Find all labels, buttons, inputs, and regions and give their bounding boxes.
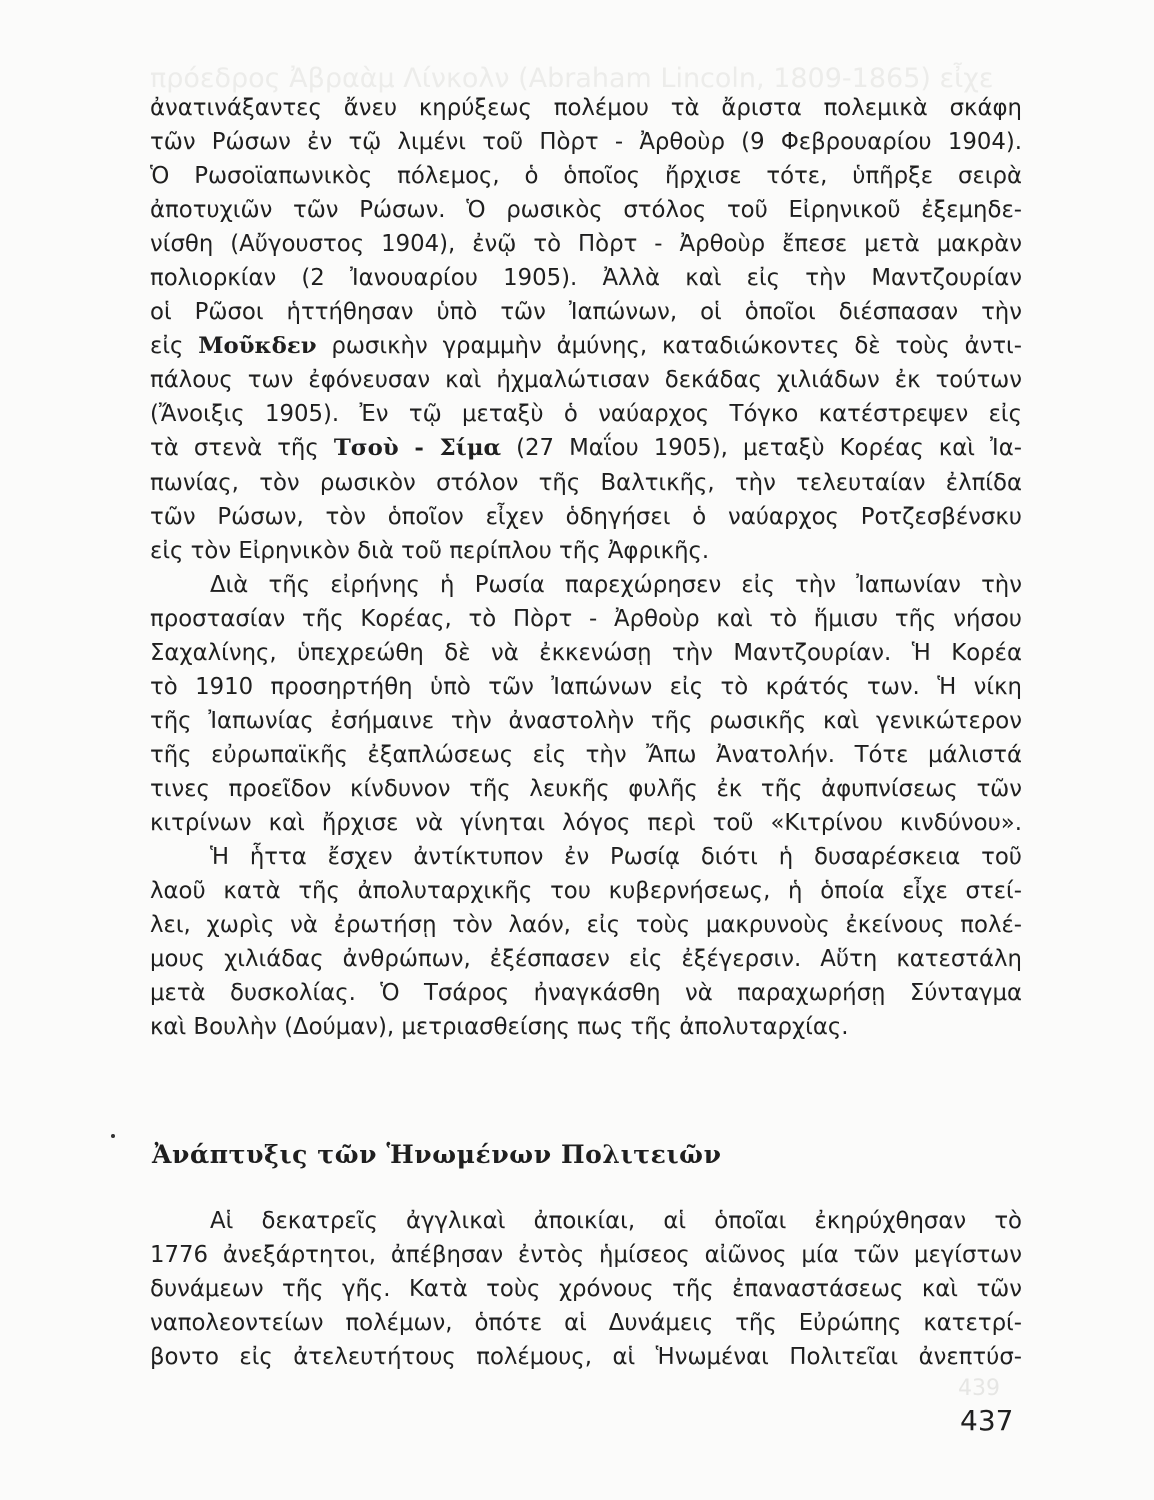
text-line: πάλους των ἐφόνευσαν καὶ ἠχμαλώτισαν δεκάδας χιλιάδων ἐκ τούτων [150,367,1022,394]
text-line: μετὰ δυσκολίας. Ὁ Τσάρος ἠναγκάσθη νὰ παραχωρήσῃ Σύνταγμα [150,980,1022,1007]
text-line: εἰς τὸν Εἰρηνικὸν διὰ τοῦ περίπλου τῆς Ἀφρικῆς. [150,537,710,564]
place-name-moukden: Μοῦκδεν [198,333,317,360]
bleed-through-page-number: 439 [958,1376,1000,1401]
text-fragment: ρωσικὴν γραμμὴν ἀμύνης, καταδιώκοντες δὲ τοὺς ἀντι- [316,333,1022,360]
text-line: προστασίαν τῆς Κορέας, τὸ Πὸρτ - Ἀρθοὺρ καὶ τὸ ἥμισυ τῆς νήσου [150,605,1022,632]
text-line: Ἡ ἧττα ἔσχεν ἀντίκτυπον ἐν Ρωσίᾳ διότι ἡ δυσαρέσκεια τοῦ [210,844,1022,871]
main-text-block [150,91,1022,1044]
bleed-through-text: πρόεδρος Ἀβραὰμ Λίνκολν (Abraham Lincoln, 1809-1865) εἶχε [150,63,994,94]
text-line: δυνάμεων τῆς γῆς. Κατὰ τοὺς χρόνους τῆς ἐπαναστάσεως καὶ τῶν [150,1276,1022,1303]
text-line: μους χιλιάδας ἀνθρώπων, ἐξέσπασεν εἰς ἐξέγερσιν. Αὕτη κατεστάλη [150,946,1022,973]
text-line: οἱ Ρῶσοι ἡττήθησαν ὑπὸ τῶν Ἰαπώνων, οἱ ὁποῖοι διέσπασαν τὴν [150,299,1022,326]
text-line: βοντο εἰς ἀτελευτήτους πολέμους, αἱ Ἡνωμέναι Πολιτεῖαι ἀνεπτύσ- [150,1344,1022,1371]
text-line: Ὁ Ρωσοϊαπωνικὸς πόλεμος, ὁ ὁποῖος ἤρχισε τότε, ὑπῆρξε σειρὰ [150,163,1022,190]
text-line: ἀνατινάξαντες ἄνευ κηρύξεως πολέμου τὰ ἄριστα πολεμικὰ σκάφη [150,95,1022,121]
margin-dot [111,1134,115,1138]
page-number: 437 [960,1404,1014,1437]
text-line: Σαχαλίνης, ὑπεχρεώθη δὲ νὰ ἐκκενώσῃ τὴν Μαντζουρίαν. Ἡ Κορέα [150,639,1022,666]
text-line: καὶ Βουλὴν (Δούμαν), μετριασθείσης πως τῆς ἀπολυταρχίας. [150,1014,849,1041]
text-line: 1776 ἀνεξάρτητοι, ἀπέβησαν ἐντὸς ἡμίσεος αἰῶνος μία τῶν μεγίστων [150,1242,1022,1269]
text-fragment: τὰ στενὰ τῆς [150,435,334,462]
text-line: λει, χωρὶς νὰ ἐρωτήσῃ τὸν λαόν, εἰς τοὺς μακρυνοὺς ἐκείνους πολέ- [150,912,1022,939]
text-line: λαοῦ κατὰ τῆς ἀπολυταρχικῆς του κυβερνήσεως, ἡ ὁποία εἶχε στεί- [150,878,1022,905]
place-name-tsushima: Τσοὺ - Σίμα [333,435,502,462]
text-line: τῆς εὐρωπαϊκῆς ἐξαπλώσεως εἰς τὴν Ἄπω Ἀνατολήν. Τότε μάλιστά [150,741,1022,768]
text-line: Αἱ δεκατρεῖς ἀγγλικαὶ ἀποικίαι, αἱ ὁποῖαι ἐκηρύχθησαν τὸ [210,1208,1022,1234]
text-line: τὸ 1910 προσηρτήθη ὑπὸ τῶν Ἰαπώνων εἰς τὸ κράτός των. Ἡ νίκη [150,673,1022,700]
section-text-block [150,1204,1022,1374]
text-fragment: εἰς [150,333,199,360]
text-line: τῶν Ρώσων ἐν τῷ λιμένι τοῦ Πὸρτ - Ἀρθοὺρ (9 Φεβρουαρίου 1904). [150,129,1022,156]
section-heading: Ἀνάπτυξις τῶν Ἡνωμένων Πολιτειῶν [152,1140,722,1169]
text-fragment: (27 Μαΐου 1905), μεταξὺ Κορέας καὶ Ἰα- [501,435,1022,462]
text-line: τινες προεῖδον κίνδυνον τῆς λευκῆς φυλῆς ἐκ τῆς ἀφυπνίσεως τῶν [150,775,1022,802]
text-line-with-place-name [150,431,1022,465]
text-line: Διὰ τῆς εἰρήνης ἡ Ρωσία παρεχώρησεν εἰς τὴν Ἰαπωνίαν τὴν [210,571,1022,598]
text-line: ἀποτυχιῶν τῶν Ρώσων. Ὁ ρωσικὸς στόλος τοῦ Εἰρηνικοῦ ἐξεμηδε- [150,197,1022,224]
text-line: πολιορκίαν (2 Ἰανουαρίου 1905). Ἀλλὰ καὶ εἰς τὴν Μαντζουρίαν [150,265,1022,292]
text-line: τῶν Ρώσων, τὸν ὁποῖον εἶχεν ὁδηγήσει ὁ ναύαρχος Ροτζεσβένσκυ [150,503,1022,530]
text-line: (Ἄνοιξις 1905). Ἐν τῷ μεταξὺ ὁ ναύαρχος Τόγκο κατέστρεψεν εἰς [150,401,1022,428]
text-line: ναπολεοντείων πολέμων, ὁπότε αἱ Δυνάμεις τῆς Εὐρώπης κατετρί- [150,1310,1022,1337]
text-line: τῆς Ἰαπωνίας ἐσήμαινε τὴν ἀναστολὴν τῆς ρωσικῆς καὶ γενικώτερον [150,707,1022,734]
text-line-with-place-name [150,329,1022,363]
text-line: νίσθη (Αὔγουστος 1904), ἐνῷ τὸ Πὸρτ - Ἀρθοὺρ ἔπεσε μετὰ μακρὰν [150,231,1022,258]
text-line: κιτρίνων καὶ ἤρχισε νὰ γίνηται λόγος περὶ τοῦ «Κιτρίνου κινδύνου». [150,809,1022,836]
text-line: πωνίας, τὸν ρωσικὸν στόλον τῆς Βαλτικῆς, τὴν τελευταίαν ἐλπίδα [150,469,1022,496]
